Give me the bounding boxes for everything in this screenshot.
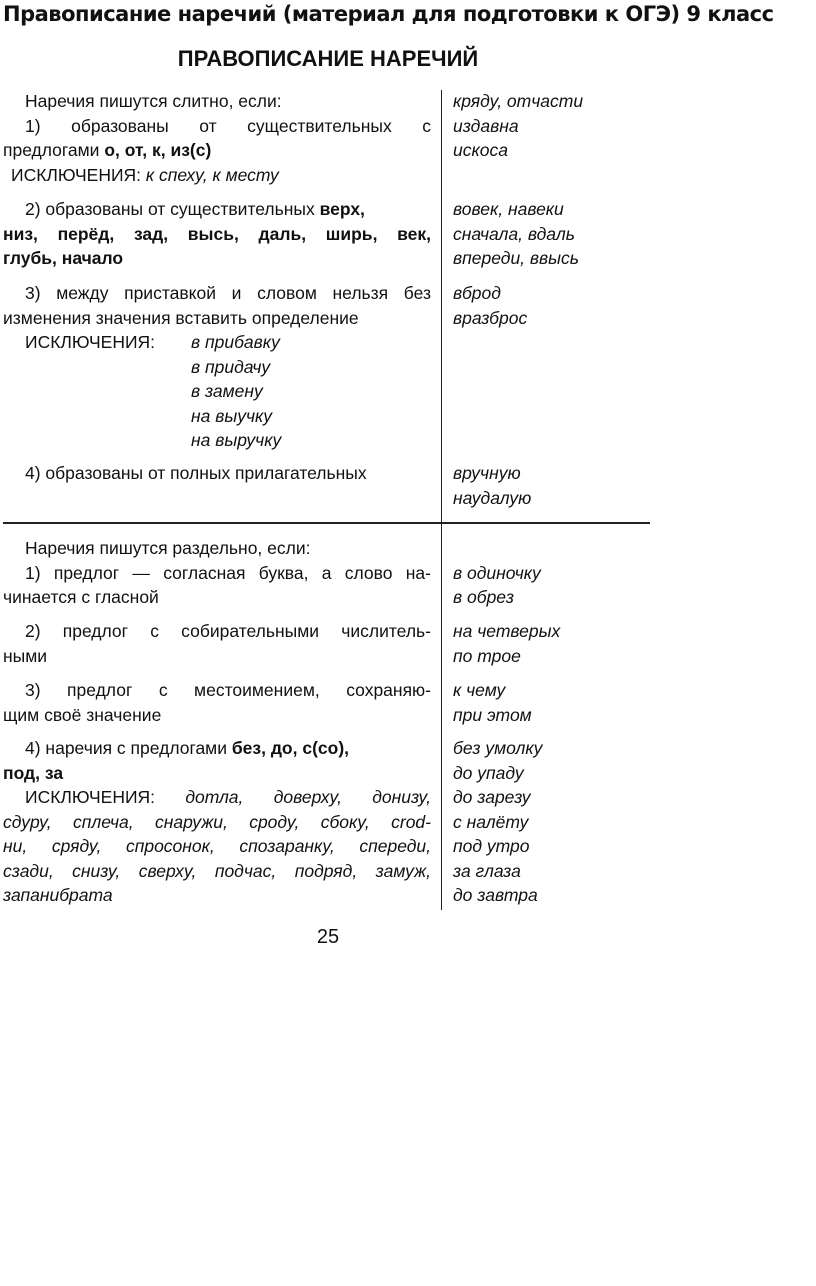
example: при этом <box>453 704 532 725</box>
fused-rule-4 <box>3 461 431 486</box>
separate-rule-4-examples <box>453 736 653 908</box>
fused-rule-3 <box>3 281 431 453</box>
exception-word: на выучку <box>191 405 273 426</box>
column-divider-bottom <box>441 524 442 910</box>
example: наудалую <box>453 487 532 508</box>
fused-rule-1-examples <box>453 89 653 163</box>
separate-rule-1-examples <box>453 561 653 610</box>
separate-rule-3-examples <box>453 678 653 727</box>
separate-rule-4-prepositions: без, до, с(со), <box>231 738 350 758</box>
fused-rule-1 <box>3 89 431 187</box>
fused-rule-1-line-1: 1) образованы от существительных с <box>25 115 431 136</box>
exception-word: в придачу <box>191 356 271 377</box>
exception-words: ни, сряду, спросонок, спозаранку, спереди, <box>3 836 431 856</box>
example: к чему <box>453 680 506 700</box>
fused-rule-3-line-1: 3) между приставкой и словом нельзя без <box>25 283 431 303</box>
example: под утро <box>453 836 530 856</box>
example: сначала, вдаль <box>453 223 575 244</box>
separate-rule-4-exceptions <box>3 785 431 810</box>
fused-rule-1-text: предлогами <box>3 140 105 160</box>
example: вовек, навеки <box>453 199 564 219</box>
exception-words: дотла, доверху, донизу, <box>185 787 431 807</box>
fused-rule-4-examples <box>453 461 653 510</box>
separate-rule-3-line-2: щим своё значение <box>3 704 162 725</box>
fused-rule-1-prepositions: о, от, к, из(с) <box>104 140 212 160</box>
separate-rule-4-line-2: под, за <box>3 762 64 783</box>
fused-rule-2-text: 2) образованы от существительных <box>25 199 320 219</box>
example: с налёту <box>453 811 529 832</box>
separate-rule-2-line-2: ными <box>3 645 48 666</box>
exception-words: запанибрата <box>3 885 113 905</box>
separate-rule-4 <box>3 736 431 908</box>
separate-intro-block <box>3 536 431 610</box>
exception-word: на выручку <box>191 430 282 450</box>
fused-rule-3-examples <box>453 281 653 330</box>
page-number: 25 <box>316 926 340 948</box>
exceptions-label: ИСКЛЮЧЕНИЯ: <box>11 164 146 185</box>
example: в одиночку <box>453 562 541 583</box>
example: до упаду <box>453 762 524 783</box>
exception-word: в замену <box>191 381 263 401</box>
example: без умолку <box>453 738 543 758</box>
fused-rule-4-line-1: 4) образованы от полных прилагательных <box>25 463 367 483</box>
fused-rule-2-line-3: глубь, начало <box>3 248 124 268</box>
fused-rule-2-nouns: верх, <box>319 199 365 219</box>
example: по трое <box>453 645 521 666</box>
example: впереди, ввысь <box>453 248 579 268</box>
separate-rule-4-line-1 <box>3 736 431 761</box>
example: искоса <box>453 140 508 160</box>
separate-rule-3 <box>3 678 431 727</box>
separate-intro: Наречия пишутся раздельно, если: <box>25 538 311 558</box>
exception-word: в прибавку <box>191 332 280 352</box>
separate-rule-2-examples <box>453 619 653 668</box>
fused-rule-1-exceptions <box>3 163 431 188</box>
fused-rule-2 <box>3 197 431 271</box>
fused-rule-3-exceptions <box>3 330 431 355</box>
example: на четверых <box>453 621 561 641</box>
fused-rule-2-examples <box>453 197 653 271</box>
example: в обрез <box>453 587 514 607</box>
section-divider <box>3 522 650 524</box>
exception-words: сзади, снизу, сверху, подчас, подряд, замуж, <box>3 860 431 881</box>
example: кряду, отчасти <box>453 91 584 111</box>
separate-rule-4-text: 4) наречия с предлогами <box>25 738 232 758</box>
example: вразброс <box>453 307 528 328</box>
exceptions-label: ИСКЛЮЧЕНИЯ: <box>25 787 186 807</box>
section-heading: ПРАВОПИСАНИЕ НАРЕЧИЙ <box>177 46 479 71</box>
example: за глаза <box>453 860 521 881</box>
separate-rule-2 <box>3 619 431 668</box>
fused-intro: Наречия пишутся слитно, если: <box>25 91 282 111</box>
separate-rule-3-line-1: 3) предлог с местоимением, сохраняю- <box>25 680 431 700</box>
fused-rule-2-line-1 <box>3 197 431 222</box>
example: до зарезу <box>453 787 531 807</box>
exception-words: к спеху, к месту <box>145 164 279 185</box>
fused-rule-2-line-2: низ, перёд, зад, высь, даль, ширь, век, <box>3 223 431 244</box>
example: вручную <box>453 463 521 483</box>
separate-rule-1-line-2: чинается с гласной <box>3 587 159 607</box>
example: до завтра <box>453 885 538 905</box>
fused-rule-1-line-2 <box>3 138 431 163</box>
exception-words: сдуру, сплеча, снаружи, сроду, сбоку, сrod- <box>3 811 431 832</box>
example: вброд <box>453 283 501 303</box>
separate-rule-2-line-1: 2) предлог с собирательными числитель- <box>25 621 431 641</box>
document-title: Правописание наречий (материал для подготовки к ОГЭ) 9 класс <box>3 2 774 26</box>
example: издавна <box>453 115 519 136</box>
separate-rule-1-line-1: 1) предлог — согласная буква, а слово на- <box>25 562 431 583</box>
exceptions-label: ИСКЛЮЧЕНИЯ: <box>25 332 156 352</box>
fused-rule-3-line-2: изменения значения вставить определение <box>3 307 359 328</box>
column-divider-top <box>441 90 442 522</box>
